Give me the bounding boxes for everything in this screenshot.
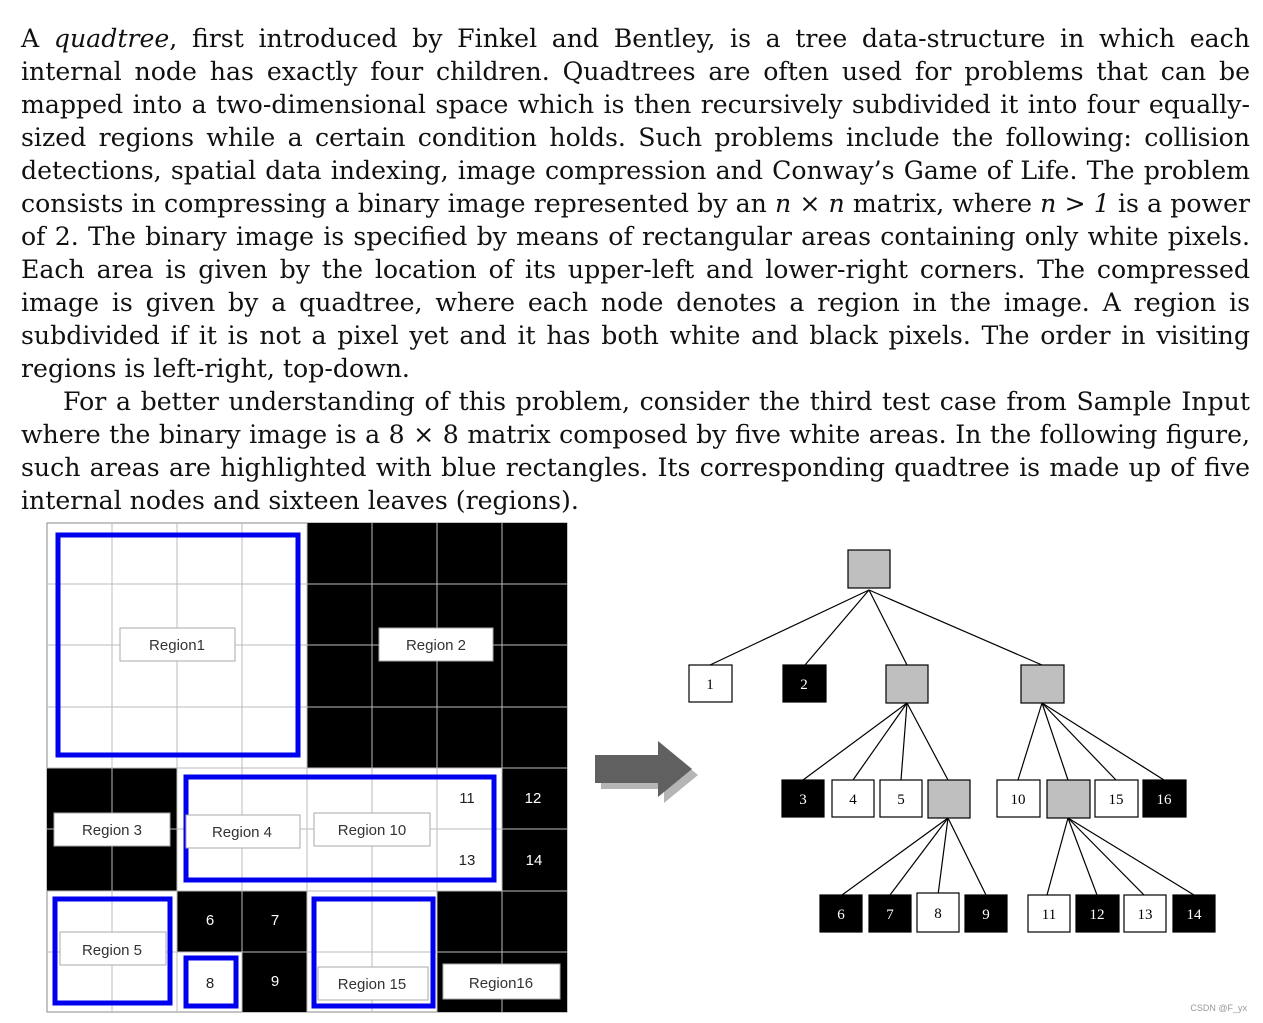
cell-14-label: 14 (525, 852, 543, 869)
binary-image-grid (47, 523, 567, 1012)
term-quadtree: quadtree (53, 24, 170, 53)
leaf-11-label: 11 (1041, 907, 1057, 923)
leaf-4-label: 4 (849, 792, 857, 808)
leaf-13-label: 13 (1137, 907, 1153, 923)
leaf-10-label: 10 (1010, 792, 1026, 808)
cell-11-label: 11 (459, 790, 475, 807)
leaf-16-label: 16 (1156, 792, 1172, 808)
internal-node-a (886, 665, 928, 703)
arrow-icon (595, 741, 698, 803)
cell-12-label: 12 (524, 790, 542, 807)
cell-9-label: 9 (270, 973, 280, 990)
cell-8-label: 8 (205, 975, 215, 992)
leaf-9-label: 9 (982, 907, 990, 923)
region2-label: Region 2 (405, 637, 467, 654)
leaf-5-label: 5 (897, 792, 905, 808)
leaf-15-label: 15 (1108, 792, 1124, 808)
region4-label: Region 4 (211, 824, 273, 841)
region1-label: Region1 (149, 637, 205, 654)
region3-label: Region 3 (81, 822, 143, 839)
cell-7-label: 7 (270, 912, 280, 929)
internal-node-c (928, 780, 970, 818)
cell-13-label: 13 (458, 852, 476, 869)
leaf-8-label: 8 (934, 906, 942, 922)
watermark: CSDN @F_yx (1190, 1003, 1247, 1013)
internal-node-d (1047, 780, 1090, 818)
region10-label: Region 10 (337, 822, 407, 839)
quadtree (689, 550, 1215, 932)
internal-node-b (1021, 665, 1064, 703)
leaf-7-label: 7 (886, 907, 894, 923)
leaf-14-label: 14 (1186, 907, 1202, 923)
leaf-12-label: 12 (1089, 907, 1105, 923)
leaf-3-label: 3 (799, 792, 807, 808)
region15-label: Region 15 (337, 976, 407, 993)
cell-6-label: 6 (205, 912, 215, 929)
root-node (848, 550, 890, 588)
leaf-1-label: 1 (706, 677, 714, 693)
region5-label: Region 5 (81, 942, 143, 959)
paragraph-1: A quadtree, first introduced by Finkel and Bentley, is a tree data-structure in which each internal node has exactly four children. Quadtrees are often used for problems that can be mapped into a two-dimensional space which is then recursively subdivided it into four equally-sized regions while a certain condition holds. Such problems include the following: collision detections, spatial data indexing, image compression and Conway’s Game of Life. The problem consists in compressing a binary image represented by an n × n matrix, where n > 1 is a power of 2. The binary image is specified by means of rectangular areas containing only white pixels. Each area is given by the location of its upper-left and lower-right corners. The compressed image is given by a quadtree, where each node denotes a region in the image. A region is subdivided if it is not a pixel yet and it has both white and black pixels. The order in visiting regions is left-right, top-down. (21, 24, 1251, 383)
leaf-6-label: 6 (837, 907, 845, 923)
leaf-2-label: 2 (800, 677, 808, 693)
paragraph-2: For a better understanding of this problem, consider the third test case from Sample Input where the binary image is a 8 × 8 matrix composed by five white areas. In the following figure, such areas are highlighted with blue rectangles. Its corresponding quadtree is made up of five internal nodes and sixteen leaves (regions). (21, 387, 1250, 515)
region16-label: Region16 (468, 975, 534, 992)
